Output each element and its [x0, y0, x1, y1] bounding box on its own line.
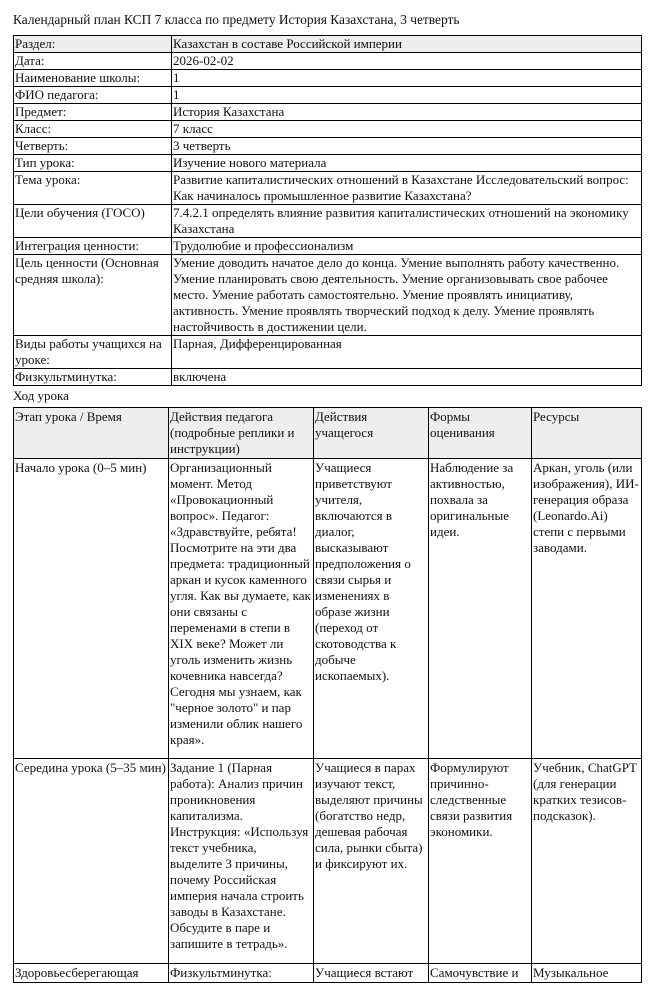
column-header-stage: Этап урока / Время	[14, 408, 169, 459]
info-row-grade	[14, 121, 642, 138]
info-label: Наименование школы:	[14, 70, 172, 87]
column-header-teacher-actions: Действия педагога (подробные реплики и инструкции)	[169, 408, 314, 459]
info-row-quarter	[14, 138, 642, 155]
lesson-row-start	[14, 459, 642, 759]
resources-cell: Учебник, ChatGPT (для генерации кратких тезисов-подсказок).	[532, 759, 642, 964]
info-row-date	[14, 53, 642, 70]
assessment-cell: Формулируют причинно-следственные связи развития экономики.	[429, 759, 532, 964]
document-title: Календарный план КСП 7 класса по предмету История Казахстана, 3 четверть	[13, 12, 460, 27]
info-row-teacher	[14, 87, 642, 104]
column-header-student-actions: Действия учащегося	[314, 408, 429, 459]
column-header-assessment: Формы оценивания	[429, 408, 532, 459]
stage-cell: Середина урока (5–35 мин)	[14, 759, 169, 964]
info-value: 2026-02-02	[172, 53, 642, 70]
teacher-actions-cell: Физкультминутка:	[169, 964, 314, 983]
info-value: включена	[172, 369, 642, 386]
info-row-lesson-type	[14, 155, 642, 172]
info-row-school	[14, 70, 642, 87]
lesson-flow-table	[13, 407, 642, 983]
lesson-plan-page	[13, 12, 641, 983]
info-value: 1	[172, 70, 642, 87]
info-label: Цель ценности (Основная средняя школа):	[14, 255, 172, 336]
info-label: Тема урока:	[14, 172, 172, 205]
lesson-flow-heading: Ход урока	[13, 388, 69, 403]
resources-cell: Аркан, уголь (или изображения), ИИ-генерация образа (Leonardo.Ai) степи с первыми заводами.	[532, 459, 642, 759]
info-row-learning-goals	[14, 205, 642, 238]
student-actions-cell: Учащиеся в парах изучают текст, выделяют причины (богатство недр, дешевая рабочая сила, рынки сбыта) и фиксируют их.	[314, 759, 429, 964]
student-actions-cell: Учащиеся приветствуют учителя, включаются в диалог, высказывают предположения о связи сырья и изменениях в образе жизни (переход от скотоводства к добыче ископаемых).	[314, 459, 429, 759]
info-label: Цели обучения (ГОСО)	[14, 205, 172, 238]
info-value: Казахстан в составе Российской империи	[172, 36, 642, 53]
column-header-resources: Ресурсы	[532, 408, 642, 459]
lesson-row-middle	[14, 759, 642, 964]
info-value: Умение доводить начатое дело до конца. Умение выполнять работу качественно. Умение планировать свою деятельность. Умение организовывать свое рабочее место. Умение работать самостоятельно. Умение проявлять инициативу, активность. Умение проявлять творческий подход к делу. Умение проявлять настойчивость в достижении цели.	[172, 255, 642, 336]
stage-cell: Здоровьесберегающая	[14, 964, 169, 983]
info-value: 1	[172, 87, 642, 104]
info-value: История Казахстана	[172, 104, 642, 121]
student-actions-cell: Учащиеся встают	[314, 964, 429, 983]
info-row-work-types	[14, 336, 642, 369]
info-value: Изучение нового материала	[172, 155, 642, 172]
teacher-actions-cell: Задание 1 (Парная работа): Анализ причин проникновения капитализма. Инструкция: «Используя текст учебника, выделите 3 причины, почему Российская империя начала строить заводы в Казахстане. Обсудите в паре и запишите в тетрадь».	[169, 759, 314, 964]
info-value: 7.4.2.1 определять влияние развития капиталистических отношений на экономику Казахстана	[172, 205, 642, 238]
assessment-cell: Наблюдение за активностью, похвала за оригинальные идеи.	[429, 459, 532, 759]
info-label: Четверть:	[14, 138, 172, 155]
info-row-value-goal	[14, 255, 642, 336]
info-label: Класс:	[14, 121, 172, 138]
teacher-actions-cell: Организационный момент. Метод «Провокационный вопрос». Педагог: «Здравствуйте, ребята! Посмотрите на эти два предмета: традиционный аркан и кусок каменного угля. Как вы думаете, как они связаны с переменами в степи в XIX веке? Может ли уголь изменить жизнь кочевника навсегда? Сегодня мы узнаем, как "черное золото" и пар изменили облик нашего края».	[169, 459, 314, 759]
assessment-cell: Самочувствие и	[429, 964, 532, 983]
resources-cell: Музыкальное	[532, 964, 642, 983]
info-label: Дата:	[14, 53, 172, 70]
info-label: Интеграция ценности:	[14, 238, 172, 255]
info-label: Виды работы учащихся на уроке:	[14, 336, 172, 369]
lesson-info-table	[13, 35, 642, 386]
info-value: 7 класс	[172, 121, 642, 138]
info-row-subject	[14, 104, 642, 121]
info-value: Парная, Дифференцированная	[172, 336, 642, 369]
info-value: Развитие капиталистических отношений в Казахстане Исследовательский вопрос: Как начиналось промышленное развитие Казахстана?	[172, 172, 642, 205]
lesson-row-health	[14, 964, 642, 983]
info-row-exercise-break	[14, 369, 642, 386]
info-label: Тип урока:	[14, 155, 172, 172]
info-label: Физкультминутка:	[14, 369, 172, 386]
info-label: Раздел:	[14, 36, 172, 53]
info-row-value-integration	[14, 238, 642, 255]
info-label: ФИО педагога:	[14, 87, 172, 104]
stage-cell: Начало урока (0–5 мин)	[14, 459, 169, 759]
info-value: Трудолюбие и профессионализм	[172, 238, 642, 255]
info-value: 3 четверть	[172, 138, 642, 155]
lesson-header-row	[14, 408, 642, 459]
info-row-topic	[14, 172, 642, 205]
info-row-section	[14, 36, 642, 53]
info-label: Предмет:	[14, 104, 172, 121]
